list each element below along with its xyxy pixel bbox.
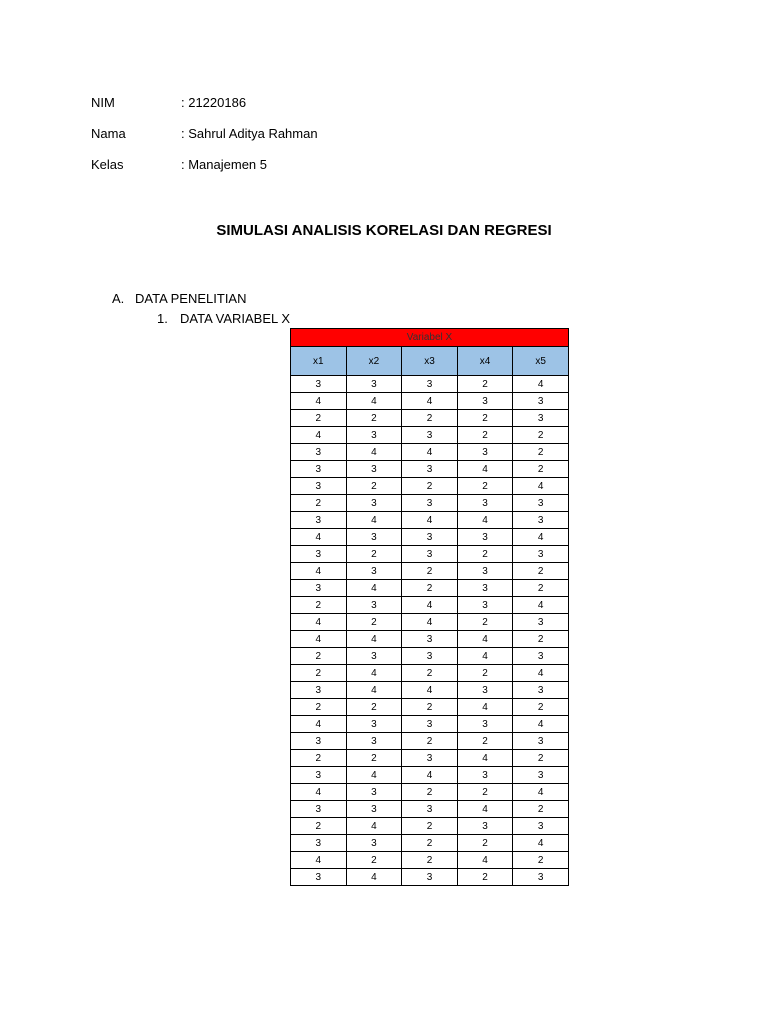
table-cell: 2: [513, 801, 569, 818]
table-cell: 2: [402, 478, 458, 495]
table-cell: 3: [457, 682, 513, 699]
table-cell: 3: [402, 495, 458, 512]
table-cell: 2: [513, 699, 569, 716]
table-cell: 3: [291, 682, 347, 699]
column-header-x5: x5: [513, 347, 569, 376]
table-cell: 2: [457, 410, 513, 427]
table-cell: 3: [513, 512, 569, 529]
section-1-label: DATA VARIABEL X: [180, 311, 291, 326]
table-row: [291, 563, 569, 580]
variabel-x-table: [290, 328, 569, 886]
table-cell: 4: [346, 869, 402, 886]
table-cell: 3: [346, 529, 402, 546]
table-cell: 3: [513, 869, 569, 886]
table-cell: 4: [513, 376, 569, 393]
table-cell: 2: [291, 597, 347, 614]
table-row: [291, 495, 569, 512]
table-cell: 2: [402, 410, 458, 427]
table-cell: 3: [457, 563, 513, 580]
table-cell: 4: [513, 835, 569, 852]
column-header-x2: x2: [346, 347, 402, 376]
table-cell: 3: [513, 648, 569, 665]
table-cell: 2: [402, 852, 458, 869]
table-cell: 2: [346, 699, 402, 716]
section-heading-1: [157, 311, 290, 326]
table-cell: 2: [402, 784, 458, 801]
table-row: [291, 444, 569, 461]
table-cell: 4: [346, 580, 402, 597]
table-group-header: Variabel X: [291, 329, 569, 347]
table-cell: 4: [291, 427, 347, 444]
table-cell: 3: [291, 767, 347, 784]
table-cell: 3: [457, 393, 513, 410]
table-cell: 3: [402, 648, 458, 665]
table-cell: 3: [457, 818, 513, 835]
table-cell: 2: [402, 563, 458, 580]
table-cell: 4: [346, 393, 402, 410]
table-row: [291, 597, 569, 614]
table-cell: 2: [457, 784, 513, 801]
table-cell: 2: [402, 665, 458, 682]
table-cell: 3: [402, 750, 458, 767]
table-body: [291, 376, 569, 886]
section-heading-a: [112, 291, 247, 306]
table-cell: 2: [291, 648, 347, 665]
table-cell: 2: [457, 614, 513, 631]
table-cell: 2: [346, 478, 402, 495]
table-cell: 2: [346, 410, 402, 427]
table-row: [291, 461, 569, 478]
table-cell: 2: [291, 410, 347, 427]
table-cell: 3: [457, 495, 513, 512]
table-cell: 2: [346, 852, 402, 869]
table-cell: 2: [402, 835, 458, 852]
table-cell: 3: [513, 767, 569, 784]
table-cell: 3: [291, 580, 347, 597]
table-row: [291, 716, 569, 733]
table-cell: 4: [513, 665, 569, 682]
table-cell: 2: [346, 614, 402, 631]
table-cell: 2: [457, 546, 513, 563]
table-cell: 4: [402, 393, 458, 410]
table-cell: 3: [346, 648, 402, 665]
table-column-header-row: [291, 347, 569, 376]
table-cell: 2: [402, 733, 458, 750]
table-cell: 4: [513, 478, 569, 495]
table-cell: 2: [291, 665, 347, 682]
table-cell: 3: [291, 869, 347, 886]
table-row: [291, 733, 569, 750]
table-cell: 2: [291, 818, 347, 835]
table-cell: 4: [402, 682, 458, 699]
table-cell: 4: [513, 529, 569, 546]
section-a-marker: A.: [112, 291, 125, 306]
nim-label: NIM: [91, 95, 115, 110]
table-row: [291, 818, 569, 835]
table-cell: 3: [513, 393, 569, 410]
table-cell: 2: [513, 580, 569, 597]
table-cell: 2: [457, 869, 513, 886]
table-cell: 4: [291, 631, 347, 648]
table-cell: 3: [346, 597, 402, 614]
table-cell: 4: [291, 529, 347, 546]
table-cell: 3: [402, 546, 458, 563]
table-row: [291, 393, 569, 410]
table-cell: 3: [402, 427, 458, 444]
table-cell: 4: [346, 444, 402, 461]
table-cell: 2: [513, 461, 569, 478]
table-row: [291, 665, 569, 682]
table-cell: 4: [346, 665, 402, 682]
table-cell: 3: [457, 529, 513, 546]
table-cell: 4: [346, 818, 402, 835]
table-cell: 2: [291, 750, 347, 767]
table-cell: 3: [346, 376, 402, 393]
table-cell: 3: [346, 801, 402, 818]
table-cell: 4: [291, 716, 347, 733]
table-cell: 4: [513, 784, 569, 801]
table-cell: 3: [291, 733, 347, 750]
table-cell: 3: [402, 869, 458, 886]
table-cell: 3: [513, 410, 569, 427]
table-cell: 3: [402, 376, 458, 393]
table-cell: 3: [402, 631, 458, 648]
table-cell: 3: [513, 733, 569, 750]
table-cell: 4: [291, 784, 347, 801]
table-cell: 3: [457, 767, 513, 784]
table-row: [291, 699, 569, 716]
table-cell: 2: [457, 733, 513, 750]
table-cell: 4: [457, 852, 513, 869]
table-cell: 2: [291, 699, 347, 716]
table-row: [291, 835, 569, 852]
table-row: [291, 376, 569, 393]
nama-value: : Sahrul Aditya Rahman: [181, 126, 318, 141]
table-cell: 4: [457, 631, 513, 648]
table-cell: 3: [513, 818, 569, 835]
table-cell: 3: [346, 563, 402, 580]
section-1-marker: 1.: [157, 311, 168, 326]
table-cell: 3: [291, 478, 347, 495]
nama-label: Nama: [91, 126, 126, 141]
table-cell: 3: [291, 512, 347, 529]
table-row: [291, 852, 569, 869]
table-cell: 4: [346, 512, 402, 529]
table-cell: 2: [513, 852, 569, 869]
table-cell: 4: [346, 631, 402, 648]
table-cell: 4: [457, 461, 513, 478]
table-row: [291, 784, 569, 801]
table-group-header-row: [291, 329, 569, 347]
table-cell: 4: [457, 750, 513, 767]
table-cell: 3: [291, 461, 347, 478]
table-cell: 2: [457, 376, 513, 393]
table-cell: 3: [513, 546, 569, 563]
table-cell: 2: [457, 427, 513, 444]
table-cell: 2: [513, 631, 569, 648]
table-cell: 3: [402, 716, 458, 733]
column-header-x1: x1: [291, 347, 347, 376]
table-cell: 4: [346, 682, 402, 699]
table-row: [291, 801, 569, 818]
table-cell: 4: [457, 699, 513, 716]
nim-value: : 21220186: [181, 95, 247, 110]
table-cell: 2: [513, 444, 569, 461]
table-cell: 3: [402, 801, 458, 818]
document-title: SIMULASI ANALISIS KORELASI DAN REGRESI: [216, 222, 552, 239]
table-cell: 2: [402, 580, 458, 597]
table-cell: 3: [513, 682, 569, 699]
table-cell: 3: [291, 546, 347, 563]
table-row: [291, 580, 569, 597]
table-cell: 3: [291, 376, 347, 393]
table-cell: 4: [402, 597, 458, 614]
table-cell: 2: [402, 818, 458, 835]
table-row: [291, 648, 569, 665]
section-a-label: DATA PENELITIAN: [135, 291, 247, 306]
table-cell: 2: [291, 495, 347, 512]
table-cell: 2: [346, 750, 402, 767]
table-cell: 4: [457, 648, 513, 665]
table-row: [291, 682, 569, 699]
column-header-x3: x3: [402, 347, 458, 376]
table-cell: 3: [402, 461, 458, 478]
table-row: [291, 631, 569, 648]
table-cell: 3: [457, 444, 513, 461]
table-row: [291, 427, 569, 444]
table-cell: 4: [402, 444, 458, 461]
table-cell: 4: [513, 597, 569, 614]
table-cell: 2: [457, 665, 513, 682]
table-cell: 4: [402, 614, 458, 631]
table-row: [291, 767, 569, 784]
table-cell: 2: [346, 546, 402, 563]
table-cell: 2: [513, 563, 569, 580]
table-cell: 3: [513, 495, 569, 512]
table-row: [291, 529, 569, 546]
table-row: [291, 750, 569, 767]
table-cell: 2: [402, 699, 458, 716]
table-cell: 4: [291, 393, 347, 410]
table-cell: 4: [291, 852, 347, 869]
table-cell: 2: [457, 835, 513, 852]
table-cell: 2: [513, 750, 569, 767]
kelas-value: : Manajemen 5: [181, 157, 267, 172]
table-cell: 3: [513, 614, 569, 631]
table-cell: 3: [346, 835, 402, 852]
table-cell: 3: [291, 835, 347, 852]
table-row: [291, 512, 569, 529]
table-cell: 2: [457, 478, 513, 495]
table-cell: 4: [346, 767, 402, 784]
table-cell: 3: [457, 597, 513, 614]
column-header-x4: x4: [457, 347, 513, 376]
table-row: [291, 410, 569, 427]
table-cell: 3: [291, 801, 347, 818]
table-cell: 3: [346, 427, 402, 444]
table-cell: 3: [346, 461, 402, 478]
table-cell: 4: [513, 716, 569, 733]
table-cell: 4: [402, 767, 458, 784]
table-row: [291, 614, 569, 631]
table-cell: 4: [457, 512, 513, 529]
table-row: [291, 546, 569, 563]
table-cell: 4: [291, 614, 347, 631]
table-cell: 3: [402, 529, 458, 546]
table-cell: 3: [346, 733, 402, 750]
table-cell: 4: [402, 512, 458, 529]
table-cell: 3: [457, 716, 513, 733]
table-row: [291, 478, 569, 495]
kelas-label: Kelas: [91, 157, 124, 172]
table-cell: 2: [513, 427, 569, 444]
table-cell: 3: [346, 495, 402, 512]
table-cell: 3: [346, 716, 402, 733]
table-row: [291, 869, 569, 886]
table-cell: 4: [457, 801, 513, 818]
table-cell: 3: [346, 784, 402, 801]
table-cell: 4: [291, 563, 347, 580]
table-cell: 3: [291, 444, 347, 461]
table-cell: 3: [457, 580, 513, 597]
